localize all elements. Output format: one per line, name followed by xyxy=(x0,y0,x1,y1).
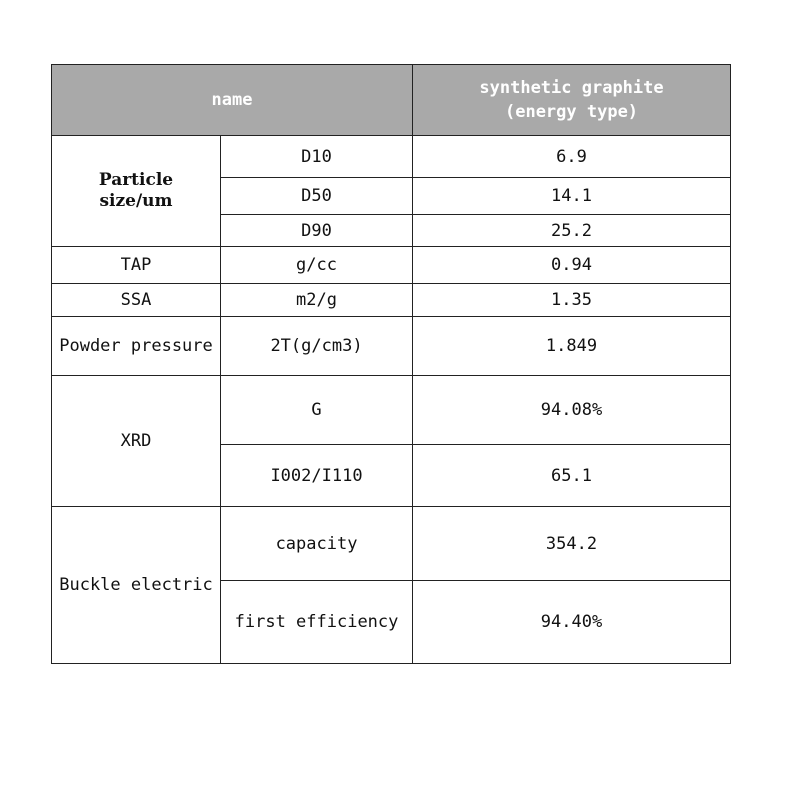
first-efficiency-param-cell: first efficiency xyxy=(221,581,413,664)
xrd-g-value-cell: 94.08% xyxy=(413,376,731,445)
powder-pressure-value-cell: 1.849 xyxy=(413,317,731,376)
ssa-label-cell: SSA xyxy=(52,284,221,317)
xrd-g-param-cell: G xyxy=(221,376,413,445)
header-row xyxy=(52,65,731,136)
tap-label-cell: TAP xyxy=(52,247,221,284)
powder-pressure-unit-cell: 2T(g/cm3) xyxy=(221,317,413,376)
header-product-cell xyxy=(413,65,731,136)
spec-table xyxy=(51,64,731,664)
d10-param-cell: D10 xyxy=(221,136,413,178)
powder-pressure-label-cell: Powder pressure xyxy=(52,317,221,376)
first-efficiency-value-cell: 94.40% xyxy=(413,581,731,664)
table-row xyxy=(52,136,731,178)
header-product-line2: (energy type) xyxy=(504,102,639,122)
capacity-param-cell: capacity xyxy=(221,507,413,581)
buckle-label-cell: Buckle electric xyxy=(52,507,221,664)
d10-value-cell: 6.9 xyxy=(413,136,731,178)
header-name-cell: name xyxy=(52,65,413,136)
xrd-ratio-value-cell: 65.1 xyxy=(413,445,731,507)
table-row xyxy=(52,317,731,376)
tap-value-cell: 0.94 xyxy=(413,247,731,284)
table-row xyxy=(52,507,731,581)
xrd-ratio-param-cell: I002/I110 xyxy=(221,445,413,507)
table-row xyxy=(52,284,731,317)
particle-size-label-line1: Particle xyxy=(98,170,174,190)
d90-param-cell: D90 xyxy=(221,215,413,247)
capacity-value-cell: 354.2 xyxy=(413,507,731,581)
d90-value-cell: 25.2 xyxy=(413,215,731,247)
header-product-line1: synthetic graphite xyxy=(479,78,664,98)
table-row xyxy=(52,376,731,445)
d50-value-cell: 14.1 xyxy=(413,178,731,215)
d50-param-cell: D50 xyxy=(221,178,413,215)
ssa-value-cell: 1.35 xyxy=(413,284,731,317)
xrd-label-cell: XRD xyxy=(52,376,221,507)
ssa-unit-cell: m2/g xyxy=(221,284,413,317)
particle-size-label-cell xyxy=(52,136,221,247)
tap-unit-cell: g/cc xyxy=(221,247,413,284)
table-row xyxy=(52,247,731,284)
particle-size-label-line2: size/um xyxy=(99,191,173,211)
